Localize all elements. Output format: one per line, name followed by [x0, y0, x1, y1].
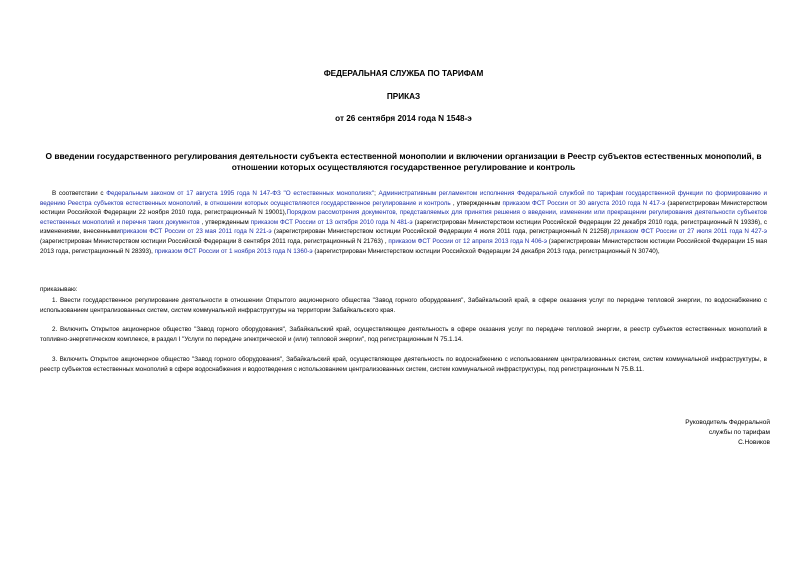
preamble-text: , утвержденным	[199, 218, 251, 226]
order-406-link[interactable]: приказом ФСТ России от 12 апреля 2013 года N 406-э	[388, 237, 547, 245]
preamble-text: В соответствии с	[52, 190, 107, 197]
preamble-text: (зарегистрирован Министерством юстиции Российской Федерации 15 мая 2013 года, регистрационный N 28393),	[40, 237, 767, 255]
agency-name: ФЕДЕРАЛЬНАЯ СЛУЖБА ПО ТАРИФАМ	[323, 69, 484, 78]
preamble-text: (зарегистрирован Министерством юстиции Российской Федерации 4 июля 2011 года, регистрационный N 21258),	[271, 228, 612, 236]
preamble-paragraph	[40, 189, 767, 256]
order-item-2: 2. Включить Открытое акционерное общество "Завод горного оборудования", Забайкальский край, осуществляющее деятельность в сфере оказания услуг по передаче тепловой энергии, в реестр субъектов естественных монополий в топливно-энергетическом комплексе, в раздел I "Услуги по передаче электрической и (или) тепловой энергии", под регистрационным N 75.1.14.	[40, 326, 767, 343]
federal-law-link[interactable]: Федеральным законом от 17 августа 1995 года N 147-ФЗ "О естественных монополиях"	[106, 190, 375, 197]
preamble-text: (зарегистрирован Министерством юстиции Российской Федерации 24 декабря 2013 года, регистрационный N 30740),	[312, 247, 660, 255]
order-1360-link[interactable]: приказом ФСТ России от 1 ноября 2013 года N 1360-э	[154, 247, 313, 255]
procedure-link[interactable]: Порядком рассмотрения документов, представляемых для принятия решения о введении, изменении или прекращении регулирования деятельности субъектов естественных монополий и перечня таких документов	[40, 209, 767, 226]
document-type: ПРИКАЗ	[386, 92, 421, 101]
preamble-text: ;	[374, 190, 379, 197]
order-427-link[interactable]: приказом ФСТ России от 27 июля 2011 года N 427-э	[611, 228, 767, 236]
preamble-text: (зарегистрирован Министерством юстиции Российской Федерации 22 декабря 2010 года, регистрационный N 19336), с изменениями, внесенными	[40, 218, 767, 236]
order-word: приказываю:	[40, 286, 78, 293]
order-item-3: 3. Включить Открытое акционерное общество "Завод горного оборудования", Забайкальский край, осуществляющее деятельность по водоснабжению с использованием централизованных систем, систем коммунальной инфраструктуры, в реестр субъектов естественных монополий в сфере водоснабжения и водоотведения с использованием централизованных систем, систем коммунальной инфраструктуры, под регистрационным N 75.В.11.	[40, 356, 767, 373]
order-481-link[interactable]: приказом ФСТ России от 13 октября 2010 года N 481-э	[250, 218, 413, 226]
signatory-position-line2: службы по тарифам	[708, 429, 770, 436]
document-title: О введении государственного регулирования деятельности субъекта естественной монополии и включении организации в Реестр субъектов естественных монополий, в отношении которых осуществляются государственное регулирование и контроль	[45, 151, 762, 172]
order-item-1: 1. Ввести государственное регулирование деятельности в отношении Открытого акционерного общества "Завод горного оборудования", Забайкальский край, в сфере оказания услуг по передаче тепловой энергии, по водоснабжению с использованием централизованных систем, систем коммунальной инфраструктуры на территории Забайкальского края.	[40, 297, 767, 314]
document-date-number: от 26 сентября 2014 года N 1548-э	[335, 114, 472, 123]
signatory-position-line1: Руководитель Федеральной	[685, 419, 770, 426]
preamble-text: (зарегистрирован Министерством юстиции Российской Федерации 22 ноября 2010 года, регистрационный N 19001),	[40, 199, 767, 217]
preamble-text: , утвержденным	[450, 199, 503, 207]
preamble-text: (зарегистрирован Министерством юстиции Российской Федерации 8 сентября 2011 года, регистрационный N 21763) ,	[40, 237, 389, 245]
order-221-link[interactable]: приказом ФСТ России от 23 мая 2011 года N 221-э	[119, 228, 272, 236]
admin-regulation-link[interactable]: Административным регламентом исполнения Федеральной службой по тарифам государственной функции по формированию и ведению Реестра субъектов естественных монополий, в отношении которых осуществляются государственное регулирование и контроль	[40, 190, 767, 207]
signatory-name: С.Новиков	[738, 439, 770, 446]
order-417-link[interactable]: приказом ФСТ России от 30 августа 2010 года N 417-э	[502, 199, 666, 207]
